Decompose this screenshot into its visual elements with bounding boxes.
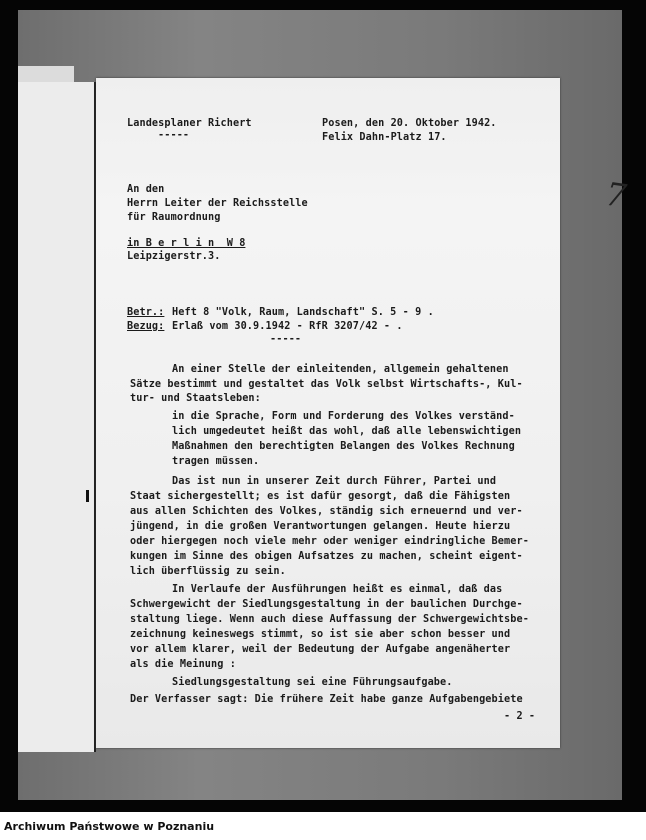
sender-name: Landesplaner Richert [127, 118, 252, 129]
body-line: als die Meinung : [130, 659, 236, 670]
body-line: oder hiergegen noch viele mehr oder weniger eindringliche Bemer- [130, 536, 529, 547]
page-marker: - 2 - [504, 711, 536, 722]
body-line: kungen im Sinne des obigen Aufsatzes zu machen, scheint eigent- [130, 551, 523, 562]
body-line: Staat sichergestellt; es ist dafür gesorgt, daß die Fähigsten [130, 491, 511, 502]
body-quote-line: in die Sprache, Form und Forderung des Volkes verständ- [172, 411, 515, 422]
body-quote-line: Maßnahmen den berechtigten Belangen des Volkes Rechnung [172, 441, 515, 452]
handwritten-page-mark: 7 [603, 174, 629, 216]
body-line: aus allen Schichten des Volkes, ständig sich erneuernd und ver- [130, 506, 523, 517]
body-line: tur- und Staatsleben: [130, 393, 261, 404]
sender-rule: ----- [158, 130, 190, 141]
subject-label: Betr.: [127, 307, 165, 318]
archive-label: Archiwum Państwowe w Poznaniu [4, 820, 215, 833]
reference-rule: ----- [270, 334, 302, 345]
body-line: Das ist nun in unserer Zeit durch Führer, Partei und [172, 476, 497, 487]
body-line: Schwergewicht der Siedlungsgestaltung in der baulichen Durchge- [130, 599, 523, 610]
place-date: Posen, den 20. Oktober 1942. [322, 118, 497, 129]
recipient-line: für Raumordnung [127, 212, 221, 223]
sender-address: Felix Dahn-Platz 17. [322, 132, 447, 143]
body-quote-line: tragen müssen. [172, 456, 260, 467]
body-quote-line: Siedlungsgestaltung sei eine Führungsaufgabe. [172, 677, 453, 688]
body-line: vor allem klarer, weil der Bedeutung der Aufgabe angenäherter [130, 644, 511, 655]
body-line: An einer Stelle der einleitenden, allgemein gehaltenen [172, 364, 509, 375]
recipient-city: in B e r l i n W 8 [127, 238, 246, 249]
margin-mark [86, 490, 89, 502]
body-line: staltung liege. Wenn auch diese Auffassung der Schwergewichtsbe- [130, 614, 529, 625]
letter-page [96, 78, 629, 748]
body-line: lich überflüssig zu sein. [130, 566, 286, 577]
archive-footer [0, 812, 646, 840]
body-quote-line: lich umgedeutet heißt das wohl, daß alle lebenswichtigen [172, 426, 522, 437]
recipient-line: Herrn Leiter der Reichsstelle [127, 198, 308, 209]
reference-label: Bezug: [127, 321, 165, 332]
recipient-line: An den [127, 184, 165, 195]
reference-text: Erlaß vom 30.9.1942 - RfR 3207/42 - . [172, 321, 403, 332]
body-line: zeichnung keineswegs stimmt, so ist sie aber schon besser und [130, 629, 511, 640]
body-line: Sätze bestimmt und gestaltet das Volk selbst Wirtschafts-, Kul- [130, 379, 523, 390]
body-line: Der Verfasser sagt: Die frühere Zeit habe ganze Aufgabengebiete [130, 694, 523, 705]
left-paper-strip [18, 82, 96, 752]
body-line: In Verlaufe der Ausführungen heißt es einmal, daß das [172, 584, 503, 595]
recipient-street: Leipzigerstr.3. [127, 251, 221, 262]
body-line: jüngend, in die großen Verantwortungen gelangen. Heute hierzu [130, 521, 511, 532]
subject-text: Heft 8 "Volk, Raum, Landschaft" S. 5 - 9 . [172, 307, 434, 318]
